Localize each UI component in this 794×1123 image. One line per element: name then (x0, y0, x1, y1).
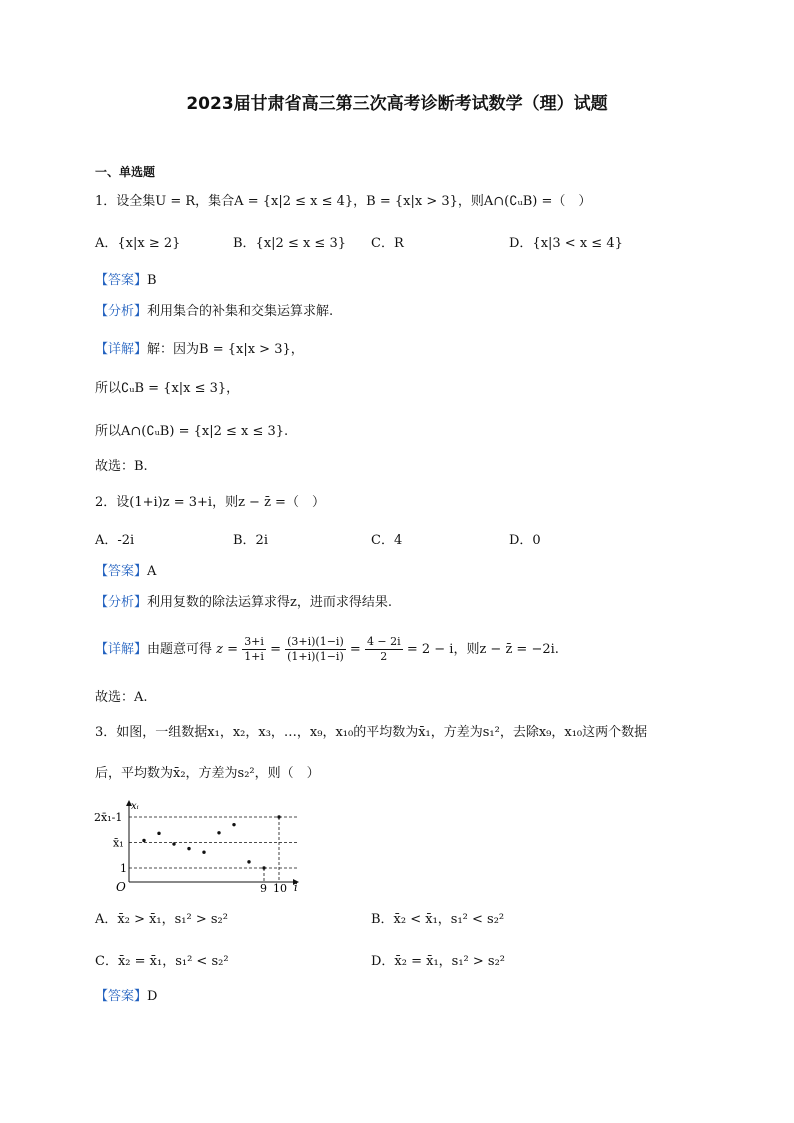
q1-option-d: D．{x|3 < x ≤ 4} (509, 236, 623, 251)
y-tick-upper: 2x̄₁-1 (94, 811, 123, 824)
q1-detail-2: 所以∁ᵤB = {x|x ≤ 3}， (95, 381, 240, 396)
q2-answer: A (147, 564, 157, 579)
q2-detail-suffix: ，则z − z̄ = −2i. (453, 642, 559, 657)
q1-option-b: B．{x|2 ≤ x ≤ 3} (233, 236, 346, 251)
fraction-3 (365, 635, 403, 664)
data-point (202, 850, 205, 853)
q2-conclusion: 故选：A. (95, 690, 148, 705)
answer-tag: 【答案】 (95, 564, 148, 579)
q2-option-c: C．4 (371, 533, 403, 548)
origin-label: O (116, 880, 126, 894)
y-axis-label: xᵢ (131, 801, 139, 812)
fraction-2-num: (3+i)(1−i) (287, 635, 344, 648)
fraction-3-den: 2 (380, 650, 388, 663)
q1-detail-3: 所以A∩(∁ᵤB) = {x|2 ≤ x ≤ 3}. (95, 424, 289, 439)
data-point (217, 831, 220, 834)
var-z: z = (216, 642, 239, 657)
data-point (247, 860, 250, 863)
data-point (142, 839, 145, 842)
fraction-3-num: 4 − 2i (366, 635, 401, 648)
q1-analysis-line (95, 303, 333, 321)
data-point (262, 866, 265, 869)
detail-tag: 【详解】 (95, 642, 148, 657)
section-heading: 一、单选题 (95, 165, 156, 179)
q2-option-b: B．2i (233, 533, 268, 548)
fraction-1 (242, 635, 266, 664)
guide-lines (129, 817, 297, 882)
q3-option-d: D．x̄₂ = x̄₁，s₁² > s₂² (371, 954, 506, 969)
x-axis-label: i (294, 881, 298, 894)
q1-conclusion: 故选：B. (95, 459, 148, 474)
page-title: 2023届甘肃省高三第三次高考诊断考试数学（理）试题 (186, 94, 608, 114)
q3-option-c: C．x̄₂ = x̄₁，s₁² < s₂² (95, 954, 229, 969)
fraction-2 (285, 635, 346, 664)
fraction-1-num: 3+i (244, 635, 264, 648)
q1-option-c: C．R (371, 236, 404, 251)
scatter-figure (92, 797, 312, 895)
q1-option-a: A．{x|x ≥ 2} (95, 236, 181, 251)
data-point (187, 847, 190, 850)
q1-detail-line-1 (95, 341, 304, 359)
analysis-tag: 【分析】 (95, 304, 148, 319)
q1-detail-1: 解：因为B = {x|x > 3}， (147, 342, 304, 357)
q1-stem: 1．设全集U = R，集合A = {x|2 ≤ x ≤ 4}，B = {x|x > 3}，则A∩(∁ᵤB) =（ ） (95, 194, 592, 209)
answer-tag: 【答案】 (95, 989, 148, 1004)
q3-stem-line-1: 3．如图，一组数据x₁，x₂，x₃，…，x₉，x₁₀的平均数为x̄₁，方差为s₁²，去除x₉，x₁₀这两个数据 (95, 725, 648, 740)
q3-answer: D (147, 989, 158, 1004)
q3-stem-line-2: 后，平均数为x̄₂，方差为s₂²，则（ ） (95, 766, 320, 781)
q2-option-a: A．-2i (95, 533, 135, 548)
detail-tag: 【详解】 (95, 342, 148, 357)
q2-analysis-line (95, 594, 392, 612)
q1-analysis: 利用集合的补集和交集运算求解. (147, 304, 334, 319)
equals-sign: = (270, 642, 281, 657)
x-tick-10: 10 (273, 882, 287, 895)
data-point (157, 832, 160, 835)
y-tick-mean: x̄₁ (113, 836, 124, 850)
q3-answer-line (95, 988, 157, 1006)
data-point (172, 842, 175, 845)
q2-analysis: 利用复数的除法运算求得z，进而求得结果. (147, 595, 392, 610)
q3-option-b: B．x̄₂ < x̄₁，s₁² < s₂² (371, 912, 505, 927)
equals-sign: = (349, 642, 361, 657)
q2-detail-line (95, 630, 559, 670)
data-point (277, 815, 280, 818)
q2-stem: 2．设(1+i)z = 3+i，则z − z̄ =（ ） (95, 495, 325, 510)
answer-tag: 【答案】 (95, 273, 148, 288)
q1-answer: B (147, 273, 157, 288)
fraction-2-den: (1+i)(1−i) (287, 650, 344, 663)
data-point (232, 823, 235, 826)
analysis-tag: 【分析】 (95, 595, 148, 610)
y-tick-one: 1 (120, 862, 127, 875)
q1-answer-line (95, 272, 157, 290)
q2-detail-prefix: 由题意可得 (147, 642, 213, 657)
fraction-tail: = 2 − i (406, 642, 454, 657)
x-tick-9: 9 (260, 882, 267, 895)
q2-answer-line (95, 563, 156, 581)
fraction-1-den: 1+i (244, 650, 264, 663)
q3-option-a: A．x̄₂ > x̄₁，s₁² > s₂² (95, 912, 228, 927)
q2-option-d: D．0 (509, 533, 541, 548)
